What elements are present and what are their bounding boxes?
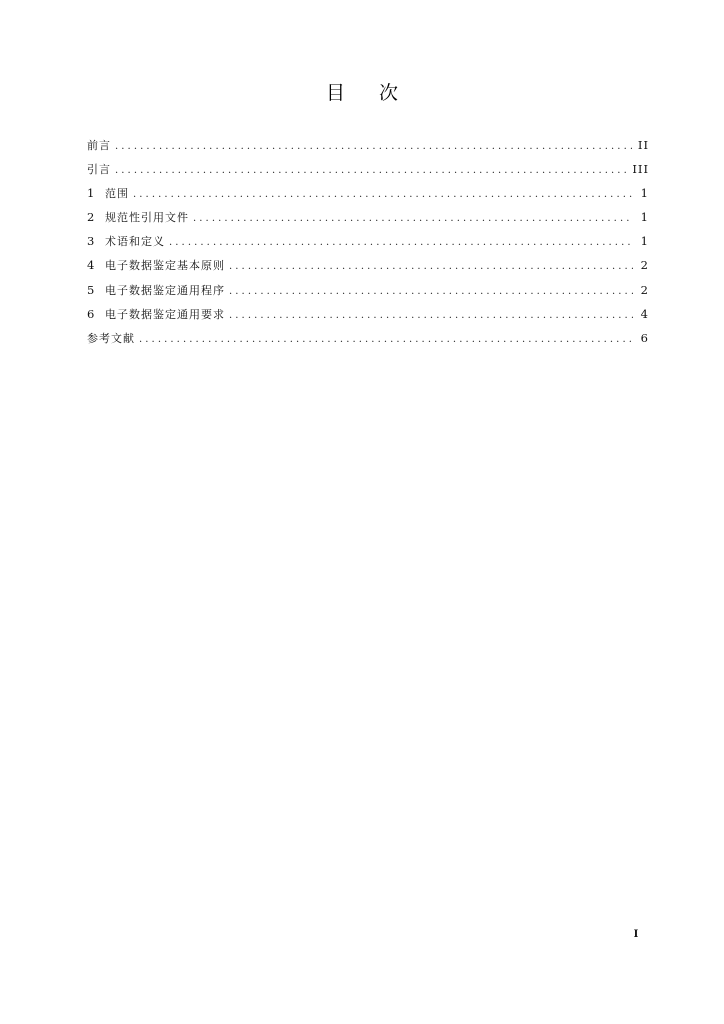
toc-entry-number: 6 (87, 306, 95, 321)
toc-entry-title: 引言 (87, 163, 111, 177)
toc-dot-leader (115, 138, 632, 156)
toc-entry-page: 1 (640, 186, 649, 201)
toc-entry-page: III (632, 162, 649, 177)
toc-entry-page: II (637, 138, 649, 152)
toc-entry-number: 2 (87, 210, 95, 225)
toc-dot-leader (115, 162, 626, 180)
toc-entry-title: 参考文献 (87, 331, 135, 345)
page-title: 目次 (325, 82, 432, 104)
toc-entry-title: 规范性引用文件 (105, 211, 189, 225)
toc-entry-basic-principles[interactable] (87, 256, 649, 280)
toc-entry-page: 4 (640, 306, 649, 321)
toc-entry-preface[interactable] (87, 136, 649, 160)
toc-entry-title: 范围 (105, 187, 129, 201)
toc-entry-general-requirements[interactable] (87, 305, 649, 329)
toc-entry-page: 6 (640, 330, 649, 345)
toc-entry-title: 术语和定义 (105, 235, 165, 249)
toc-entry-number: 1 (87, 186, 95, 201)
toc-entry-number: 5 (87, 282, 95, 297)
toc-entry-introduction[interactable] (87, 160, 649, 184)
toc-dot-leader (133, 186, 633, 204)
toc-entry-page: 2 (640, 282, 649, 297)
toc-dot-leader (193, 210, 633, 228)
page-number: I (633, 929, 639, 940)
toc-entry-title: 电子数据鉴定基本原则 (105, 259, 225, 273)
toc-entry-page: 1 (640, 234, 649, 249)
toc-entry-title: 电子数据鉴定通用程序 (105, 283, 225, 297)
toc-entry-terms-definitions[interactable] (87, 232, 649, 256)
toc-entry-title: 电子数据鉴定通用要求 (105, 307, 225, 321)
toc-dot-leader (229, 307, 633, 325)
toc-dot-leader (169, 234, 633, 252)
toc-entry-bibliography[interactable] (87, 329, 649, 353)
toc-entry-number: 4 (87, 258, 95, 273)
toc-dot-leader (229, 258, 633, 276)
toc-entry-scope[interactable] (87, 184, 649, 208)
toc-entry-general-procedures[interactable] (87, 281, 649, 305)
toc-entry-page: 1 (640, 210, 649, 225)
table-of-contents (87, 136, 649, 353)
toc-dot-leader (229, 283, 633, 301)
toc-entry-title: 前言 (87, 139, 111, 152)
toc-dot-leader (139, 331, 633, 349)
toc-entry-number: 3 (87, 234, 95, 249)
toc-entry-page: 2 (640, 258, 649, 273)
toc-entry-normative-references[interactable] (87, 208, 649, 232)
